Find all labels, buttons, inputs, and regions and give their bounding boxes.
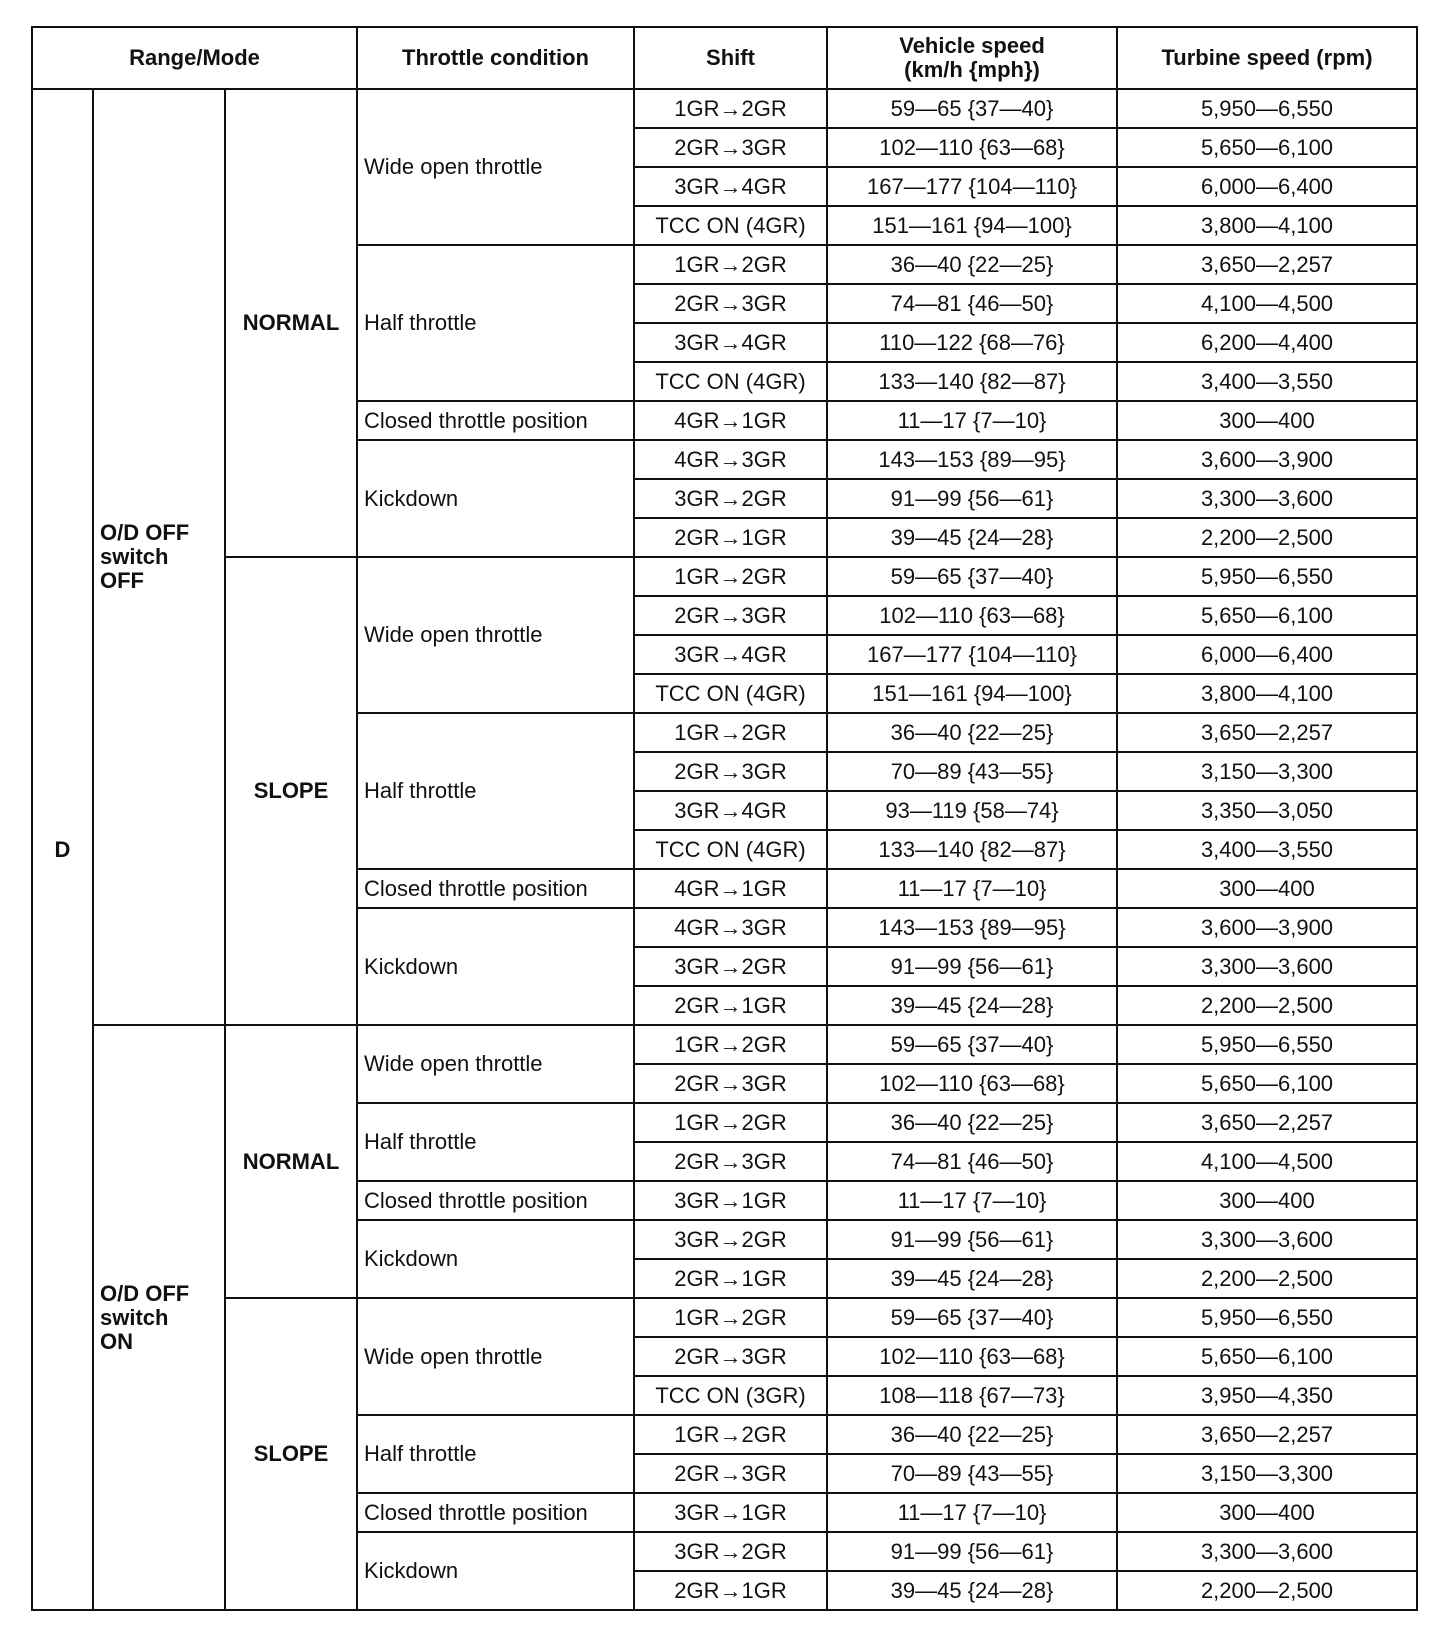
shift-cell: 1GR→2GR [634, 1298, 827, 1337]
vehicle-speed-cell: 102—110 {63—68} [827, 1337, 1117, 1376]
shift-cell: 2GR→3GR [634, 1142, 827, 1181]
turbine-speed-cell: 6,000—6,400 [1117, 635, 1417, 674]
header-row [32, 27, 1417, 89]
vehicle-speed-cell: 74—81 {46—50} [827, 284, 1117, 323]
shift-cell: 3GR→2GR [634, 1532, 827, 1571]
vehicle-speed-cell: 74—81 {46—50} [827, 1142, 1117, 1181]
throttle-condition-cell: Half throttle [357, 1103, 634, 1181]
header-throttle-condition: Throttle condition [357, 27, 634, 89]
table-row [32, 557, 1417, 596]
shift-cell: 3GR→4GR [634, 791, 827, 830]
turbine-speed-cell: 4,100—4,500 [1117, 1142, 1417, 1181]
throttle-condition-cell: Closed throttle position [357, 1181, 634, 1220]
throttle-condition-cell: Wide open throttle [357, 1298, 634, 1415]
vehicle-speed-cell: 91—99 {56—61} [827, 1532, 1117, 1571]
turbine-speed-cell: 5,950—6,550 [1117, 1025, 1417, 1064]
od-switch-label-line: ON [100, 1328, 133, 1354]
shift-cell: 3GR→2GR [634, 947, 827, 986]
header-vehicle-speed-line2: (km/h {mph}) [904, 57, 1040, 82]
table-row [32, 1298, 1417, 1337]
turbine-speed-cell: 3,350—3,050 [1117, 791, 1417, 830]
shift-cell: 1GR→2GR [634, 245, 827, 284]
throttle-condition-cell: Half throttle [357, 1415, 634, 1493]
table-body [32, 89, 1417, 1610]
od-switch-cell [93, 1025, 225, 1610]
shift-cell: 2GR→3GR [634, 128, 827, 167]
turbine-speed-cell: 3,650—2,257 [1117, 1103, 1417, 1142]
vehicle-speed-cell: 167—177 {104—110} [827, 635, 1117, 674]
shift-cell: 1GR→2GR [634, 1103, 827, 1142]
od-switch-label-line: O/D OFF [100, 520, 190, 545]
mode-cell: NORMAL [225, 1025, 357, 1298]
vehicle-speed-cell: 91—99 {56—61} [827, 947, 1117, 986]
header-shift: Shift [634, 27, 827, 89]
vehicle-speed-cell: 102—110 {63—68} [827, 128, 1117, 167]
vehicle-speed-cell: 11—17 {7—10} [827, 1493, 1117, 1532]
turbine-speed-cell: 300—400 [1117, 1181, 1417, 1220]
vehicle-speed-cell: 36—40 {22—25} [827, 245, 1117, 284]
shift-cell: 2GR→1GR [634, 1571, 827, 1610]
vehicle-speed-cell: 39—45 {24—28} [827, 518, 1117, 557]
vehicle-speed-cell: 151—161 {94—100} [827, 206, 1117, 245]
turbine-speed-cell: 300—400 [1117, 869, 1417, 908]
shift-cell: 3GR→2GR [634, 1220, 827, 1259]
turbine-speed-cell: 3,300—3,600 [1117, 1220, 1417, 1259]
throttle-condition-cell: Closed throttle position [357, 401, 634, 440]
throttle-condition-cell: Closed throttle position [357, 1493, 634, 1532]
range-cell: D [32, 89, 93, 1610]
turbine-speed-cell: 5,650—6,100 [1117, 596, 1417, 635]
turbine-speed-cell: 3,150—3,300 [1117, 752, 1417, 791]
shift-cell: 2GR→3GR [634, 1064, 827, 1103]
vehicle-speed-cell: 167—177 {104—110} [827, 167, 1117, 206]
od-switch-label-line: switch [100, 544, 169, 569]
vehicle-speed-cell: 102—110 {63—68} [827, 596, 1117, 635]
turbine-speed-cell: 3,300—3,600 [1117, 947, 1417, 986]
header-turbine-speed: Turbine speed (rpm) [1117, 27, 1417, 89]
vehicle-speed-cell: 39—45 {24—28} [827, 1571, 1117, 1610]
vehicle-speed-cell: 108—118 {67—73} [827, 1376, 1117, 1415]
od-switch-label-line: switch [100, 1304, 169, 1330]
shift-cell: 1GR→2GR [634, 557, 827, 596]
od-switch-cell [93, 89, 225, 1025]
vehicle-speed-cell: 151—161 {94—100} [827, 674, 1117, 713]
turbine-speed-cell: 5,950—6,550 [1117, 1298, 1417, 1337]
shift-cell: TCC ON (4GR) [634, 674, 827, 713]
vehicle-speed-cell: 59—65 {37—40} [827, 1298, 1117, 1337]
turbine-speed-cell: 6,200—4,400 [1117, 323, 1417, 362]
shift-cell: 2GR→3GR [634, 284, 827, 323]
shift-cell: 4GR→3GR [634, 908, 827, 947]
od-switch-label-line: OFF [100, 568, 144, 593]
turbine-speed-cell: 5,650—6,100 [1117, 1064, 1417, 1103]
throttle-condition-cell: Kickdown [357, 1532, 634, 1610]
turbine-speed-cell: 3,800—4,100 [1117, 674, 1417, 713]
vehicle-speed-cell: 91—99 {56—61} [827, 1220, 1117, 1259]
shift-cell: 4GR→3GR [634, 440, 827, 479]
shift-cell: 2GR→3GR [634, 1454, 827, 1493]
shift-cell: 1GR→2GR [634, 89, 827, 128]
shift-cell: 2GR→1GR [634, 518, 827, 557]
turbine-speed-cell: 2,200—2,500 [1117, 986, 1417, 1025]
throttle-condition-cell: Half throttle [357, 245, 634, 401]
vehicle-speed-cell: 133—140 {82—87} [827, 830, 1117, 869]
shift-cell: 3GR→4GR [634, 635, 827, 674]
header-range-mode: Range/Mode [32, 27, 357, 89]
shift-cell: 1GR→2GR [634, 713, 827, 752]
vehicle-speed-cell: 70—89 {43—55} [827, 752, 1117, 791]
throttle-condition-cell: Half throttle [357, 713, 634, 869]
vehicle-speed-cell: 102—110 {63—68} [827, 1064, 1117, 1103]
turbine-speed-cell: 3,600—3,900 [1117, 440, 1417, 479]
vehicle-speed-cell: 36—40 {22—25} [827, 1103, 1117, 1142]
vehicle-speed-cell: 143—153 {89—95} [827, 440, 1117, 479]
turbine-speed-cell: 300—400 [1117, 1493, 1417, 1532]
turbine-speed-cell: 3,150—3,300 [1117, 1454, 1417, 1493]
shift-cell: 2GR→3GR [634, 596, 827, 635]
turbine-speed-cell: 3,300—3,600 [1117, 479, 1417, 518]
throttle-condition-cell: Kickdown [357, 908, 634, 1025]
turbine-speed-cell: 3,400—3,550 [1117, 362, 1417, 401]
header-vehicle-speed [827, 27, 1117, 89]
mode-cell: SLOPE [225, 557, 357, 1025]
shift-cell: 3GR→1GR [634, 1181, 827, 1220]
turbine-speed-cell: 3,950—4,350 [1117, 1376, 1417, 1415]
vehicle-speed-cell: 59—65 {37—40} [827, 89, 1117, 128]
turbine-speed-cell: 6,000—6,400 [1117, 167, 1417, 206]
mode-cell: SLOPE [225, 1298, 357, 1610]
table-row [32, 89, 1417, 128]
turbine-speed-cell: 5,650—6,100 [1117, 1337, 1417, 1376]
header-vehicle-speed-line1: Vehicle speed [899, 33, 1045, 58]
vehicle-speed-cell: 93—119 {58—74} [827, 791, 1117, 830]
turbine-speed-cell: 5,650—6,100 [1117, 128, 1417, 167]
throttle-condition-cell: Wide open throttle [357, 557, 634, 713]
shift-cell: TCC ON (4GR) [634, 830, 827, 869]
shift-cell: 3GR→4GR [634, 167, 827, 206]
shift-cell: TCC ON (3GR) [634, 1376, 827, 1415]
vehicle-speed-cell: 11—17 {7—10} [827, 1181, 1117, 1220]
turbine-speed-cell: 5,950—6,550 [1117, 89, 1417, 128]
vehicle-speed-cell: 110—122 {68—76} [827, 323, 1117, 362]
shift-speed-table [31, 26, 1418, 1611]
throttle-condition-cell: Kickdown [357, 440, 634, 557]
shift-cell: 3GR→4GR [634, 323, 827, 362]
turbine-speed-cell: 2,200—2,500 [1117, 1571, 1417, 1610]
shift-cell: 2GR→1GR [634, 1259, 827, 1298]
turbine-speed-cell: 3,600—3,900 [1117, 908, 1417, 947]
vehicle-speed-cell: 59—65 {37—40} [827, 557, 1117, 596]
shift-cell: 4GR→1GR [634, 401, 827, 440]
shift-cell: 1GR→2GR [634, 1025, 827, 1064]
shift-cell: 3GR→2GR [634, 479, 827, 518]
vehicle-speed-cell: 91—99 {56—61} [827, 479, 1117, 518]
turbine-speed-cell: 3,650—2,257 [1117, 1415, 1417, 1454]
throttle-condition-cell: Wide open throttle [357, 1025, 634, 1103]
turbine-speed-cell: 3,800—4,100 [1117, 206, 1417, 245]
table-row [32, 1025, 1417, 1064]
shift-cell: 2GR→3GR [634, 752, 827, 791]
vehicle-speed-cell: 36—40 {22—25} [827, 1415, 1117, 1454]
turbine-speed-cell: 3,400—3,550 [1117, 830, 1417, 869]
vehicle-speed-cell: 143—153 {89—95} [827, 908, 1117, 947]
mode-cell: NORMAL [225, 89, 357, 557]
vehicle-speed-cell: 39—45 {24—28} [827, 1259, 1117, 1298]
shift-cell: 4GR→1GR [634, 869, 827, 908]
turbine-speed-cell: 3,650—2,257 [1117, 713, 1417, 752]
turbine-speed-cell: 4,100—4,500 [1117, 284, 1417, 323]
shift-cell: 2GR→3GR [634, 1337, 827, 1376]
turbine-speed-cell: 3,300—3,600 [1117, 1532, 1417, 1571]
vehicle-speed-cell: 59—65 {37—40} [827, 1025, 1117, 1064]
vehicle-speed-cell: 36—40 {22—25} [827, 713, 1117, 752]
shift-cell: 2GR→1GR [634, 986, 827, 1025]
shift-cell: TCC ON (4GR) [634, 206, 827, 245]
turbine-speed-cell: 3,650—2,257 [1117, 245, 1417, 284]
shift-cell: 3GR→1GR [634, 1493, 827, 1532]
vehicle-speed-cell: 133—140 {82—87} [827, 362, 1117, 401]
turbine-speed-cell: 5,950—6,550 [1117, 557, 1417, 596]
throttle-condition-cell: Wide open throttle [357, 89, 634, 245]
throttle-condition-cell: Kickdown [357, 1220, 634, 1298]
shift-cell: 1GR→2GR [634, 1415, 827, 1454]
od-switch-label-line: O/D OFF [100, 1280, 190, 1306]
shift-cell: TCC ON (4GR) [634, 362, 827, 401]
turbine-speed-cell: 2,200—2,500 [1117, 518, 1417, 557]
vehicle-speed-cell: 11—17 {7—10} [827, 869, 1117, 908]
turbine-speed-cell: 300—400 [1117, 401, 1417, 440]
throttle-condition-cell: Closed throttle position [357, 869, 634, 908]
vehicle-speed-cell: 70—89 {43—55} [827, 1454, 1117, 1493]
vehicle-speed-cell: 11—17 {7—10} [827, 401, 1117, 440]
turbine-speed-cell: 2,200—2,500 [1117, 1259, 1417, 1298]
vehicle-speed-cell: 39—45 {24—28} [827, 986, 1117, 1025]
